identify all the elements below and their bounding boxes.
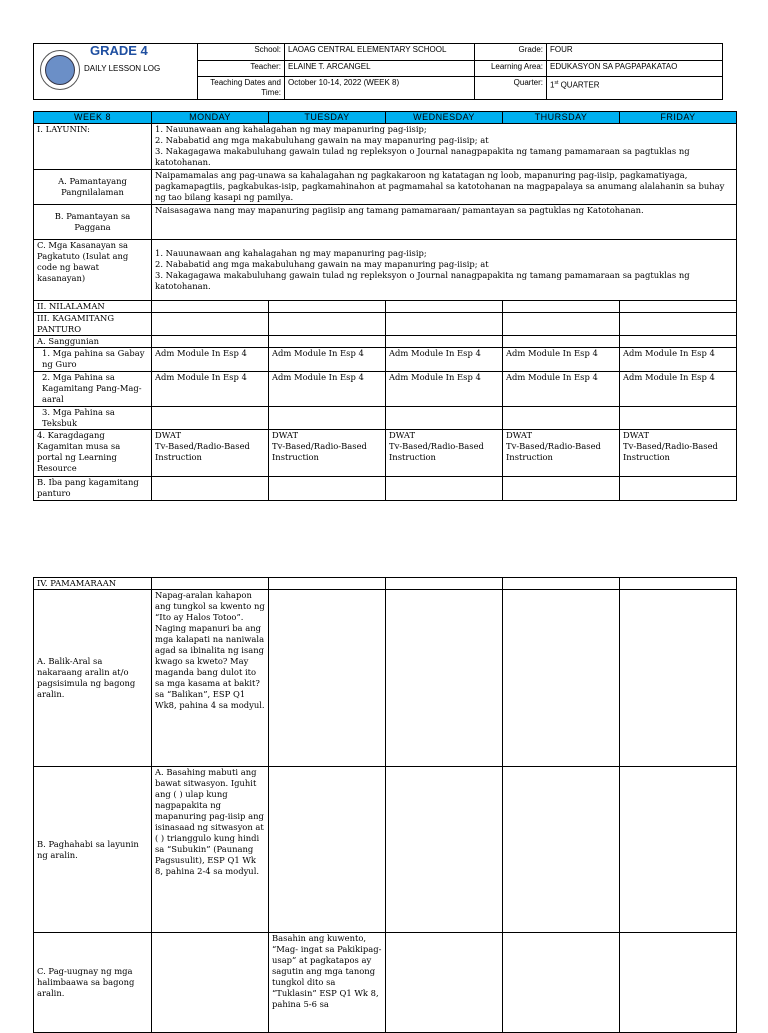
- balik-aral-monday: Napag-aralan kahapon ang tungkol sa kwento ng “Ito ay Halos Totoo”. Naging mapanuri ba ang mga kalapati na naniwala agad sa ibinalita ng isang kwago sa kweto? May maganda bang dulot ito sa mga kasama at bakit? sa “Balikan”, ESP Q1 Wk8, pahina 4 sa modyul.: [152, 590, 269, 767]
- cell: [152, 477, 269, 501]
- sanggunian-label: A. Sanggunian: [34, 336, 152, 348]
- table-row: [34, 336, 737, 348]
- cell: [386, 933, 503, 1033]
- cell: [152, 336, 269, 348]
- cell: [269, 477, 386, 501]
- paggana-label: B. Pamantayan sa Paggana: [34, 205, 152, 240]
- gabay-friday: Adm Module In Esp 4: [620, 348, 737, 372]
- pamamaraan-label: IV. PAMAMARAAN: [34, 578, 152, 590]
- kagamitang-label: III. KAGAMITANG PANTURO: [34, 313, 152, 336]
- cell: [503, 407, 620, 430]
- paghahabi-label: B. Paghahabi sa layunin ng aralin.: [34, 767, 152, 933]
- day-header-week: WEEK 8: [34, 112, 152, 124]
- cell: [269, 578, 386, 590]
- pamantayang-text: Naipamamalas ang pag-unawa sa kahalagahan ng pagkakaroon ng katatagan ng loob, mapanuring pag-iisip, pagkamatiyaga, pagkamapagtiis, pagkabukas-isip, pagkamahinahon at pagmamahal sa katotohanan na magpapalaya sa anumang alalahanin sa buhay ng tao bilang kasapi ng pamilya.: [152, 170, 737, 205]
- cell: [152, 407, 269, 430]
- cell: [503, 301, 620, 313]
- teacher-value: ELAINE T. ARCANGEL: [285, 60, 475, 77]
- header-table: [33, 43, 723, 100]
- gabay-monday: Adm Module In Esp 4: [152, 348, 269, 372]
- cell: [152, 578, 269, 590]
- iba-pang-label: B. Iba pang kagamitang panturo: [34, 477, 152, 501]
- cell: [620, 336, 737, 348]
- cell: [386, 477, 503, 501]
- karagdagang-thursday: DWAT Tv-Based/Radio-Based Instruction: [503, 430, 620, 477]
- cell: [269, 407, 386, 430]
- layunin-text: 1. Nauunawaan ang kahalagahan ng may mapanuring pag-iisip; 2. Nababatid ang mga makabuluhang gawain na may mapanuring pag-iisip; at 3. Nakagagawa makabuluhang gawain tulad ng repleksyon o Journal nanagpapakita ng tamang pamamaraan sa pagtuklas ng katotohanan.: [152, 124, 737, 170]
- kagamitang-wednesday: Adm Module In Esp 4: [386, 372, 503, 407]
- pag-uugnay-tuesday: Basahin ang kuwento, “Mag- ingat sa Pakikipag-usap” at pagkatapos ay sagutin ang mga tanong tungkol dito sa “Tuklasin” ESP Q1 Wk 8, pahina 5-6 sa: [269, 933, 386, 1033]
- layunin-label: I. LAYUNIN:: [34, 124, 152, 170]
- school-value: LAOAG CENTRAL ELEMENTARY SCHOOL: [285, 44, 475, 61]
- dates-value: October 10-14, 2022 (WEEK 8): [285, 77, 475, 100]
- cell: [386, 336, 503, 348]
- grade-value: FOUR: [547, 44, 723, 61]
- cell: [620, 590, 737, 767]
- dates-label: Teaching Dates and Time:: [198, 77, 285, 100]
- table-row: [34, 205, 737, 240]
- kagamitang-thursday: Adm Module In Esp 4: [503, 372, 620, 407]
- gabay-label: 1. Mga pahina sa Gabay ng Guro: [34, 348, 152, 372]
- cell: [620, 767, 737, 933]
- cell: [269, 301, 386, 313]
- table-row: [34, 477, 737, 501]
- gabay-thursday: Adm Module In Esp 4: [503, 348, 620, 372]
- cell: [503, 590, 620, 767]
- day-header-wednesday: WEDNESDAY: [386, 112, 503, 124]
- deped-seal-icon: [40, 50, 80, 90]
- area-label: Learning Area:: [475, 60, 547, 77]
- day-header-friday: FRIDAY: [620, 112, 737, 124]
- table-row: [34, 313, 737, 336]
- kasanayan-label: C. Mga Kasanayan sa Pagkatuto (Isulat ang code ng bawat kasanayan): [34, 240, 152, 301]
- table-row: [34, 372, 737, 407]
- cell: [620, 477, 737, 501]
- day-header-monday: MONDAY: [152, 112, 269, 124]
- table-row: [34, 240, 737, 301]
- kagamitang-friday: Adm Module In Esp 4: [620, 372, 737, 407]
- day-header-thursday: THURSDAY: [503, 112, 620, 124]
- area-value: EDUKASYON SA PAGPAPAKATAO: [547, 60, 723, 77]
- grade-label: Grade:: [475, 44, 547, 61]
- karagdagang-label: 4. Karagdagang Kagamitan musa sa portal ng Learning Resource: [34, 430, 152, 477]
- nilalaman-label: II. NILALAMAN: [34, 301, 152, 313]
- kasanayan-text: 1. Nauunawaan ang kahalagahan ng may mapanuring pag-iisip; 2. Nababatid ang mga makabuluhang gawain na may mapanuring pag-iisip; at 3. Nakagagawa makabuluhang gawain tulad ng repleksyon o Journal nanagpapakita ng tamang pamamaraan sa pagtuklas ng katotohanan.: [152, 240, 737, 301]
- day-header-row: [34, 112, 737, 124]
- cell: [269, 313, 386, 336]
- pamantayang-label: A. Pamantayang Pangnilalaman: [34, 170, 152, 205]
- karagdagang-tuesday: DWAT Tv-Based/Radio-Based Instruction: [269, 430, 386, 477]
- table-row: [34, 124, 737, 170]
- grade-title: GRADE 4: [90, 43, 148, 58]
- doc-title: DAILY LESSON LOG: [84, 64, 161, 73]
- cell: [503, 578, 620, 590]
- karagdagang-friday: DWAT Tv-Based/Radio-Based Instruction: [620, 430, 737, 477]
- paghahabi-monday: A. Basahing mabuti ang bawat sitwasyon. Iguhit ang ( ) ulap kung nagpapakita ng mapanuring pag-iisip ang isinasaad ng sitwasyon at ( ) trianggulo kung hindi sa “Subukin” (Paunang Pagsusulit), ESP Q1 Wk 8, pahina 2-4 sa modyul.: [152, 767, 269, 933]
- cell: [503, 477, 620, 501]
- karagdagang-monday: DWAT Tv-Based/Radio-Based Instruction: [152, 430, 269, 477]
- cell: [152, 313, 269, 336]
- cell: [269, 336, 386, 348]
- cell: [503, 933, 620, 1033]
- cell: [152, 933, 269, 1033]
- lesson-table-page2: [33, 577, 737, 1033]
- table-row: [34, 933, 737, 1033]
- cell: [503, 767, 620, 933]
- cell: [620, 301, 737, 313]
- cell: [386, 313, 503, 336]
- day-header-tuesday: TUESDAY: [269, 112, 386, 124]
- table-row: [34, 301, 737, 313]
- paggana-text: Naisasagawa nang may mapanuring pagiisip ang tamang pamamaraan/ pamantayan sa pagtuklas ng Katotohanan.: [152, 205, 737, 240]
- table-row: [34, 348, 737, 372]
- quarter-label: Quarter:: [475, 77, 547, 100]
- table-row: [34, 767, 737, 933]
- teksbuk-label: 3. Mga Pahina sa Teksbuk: [34, 407, 152, 430]
- table-row: [34, 170, 737, 205]
- cell: [503, 313, 620, 336]
- table-row: [34, 578, 737, 590]
- table-row: [34, 590, 737, 767]
- cell: [620, 578, 737, 590]
- gabay-tuesday: Adm Module In Esp 4: [269, 348, 386, 372]
- cell: [386, 407, 503, 430]
- cell: [386, 578, 503, 590]
- kagamitang-tuesday: Adm Module In Esp 4: [269, 372, 386, 407]
- karagdagang-wednesday: DWAT Tv-Based/Radio-Based Instruction: [386, 430, 503, 477]
- cell: [152, 301, 269, 313]
- cell: [386, 767, 503, 933]
- cell: [269, 767, 386, 933]
- teacher-label: Teacher:: [198, 60, 285, 77]
- balik-aral-label: A. Balik-Aral sa nakaraang aralin at/o pagsisimula ng bagong aralin.: [34, 590, 152, 767]
- cell: [620, 407, 737, 430]
- kagamitang-pang-label: 2. Mga Pahina sa Kagamitang Pang-Mag-aaral: [34, 372, 152, 407]
- cell: [386, 590, 503, 767]
- table-row: [34, 430, 737, 477]
- lesson-table-page1: [33, 111, 737, 501]
- cell: [386, 301, 503, 313]
- cell: [620, 313, 737, 336]
- logo-cell: [34, 44, 198, 100]
- gabay-wednesday: Adm Module In Esp 4: [386, 348, 503, 372]
- cell: [269, 590, 386, 767]
- kagamitang-monday: Adm Module In Esp 4: [152, 372, 269, 407]
- school-label: School:: [198, 44, 285, 61]
- table-row: [34, 407, 737, 430]
- cell: [620, 933, 737, 1033]
- cell: [503, 336, 620, 348]
- pag-uugnay-label: C. Pag-uugnay ng mga halimbaawa sa bagong aralin.: [34, 933, 152, 1033]
- quarter-value: 1st QUARTER: [547, 77, 723, 100]
